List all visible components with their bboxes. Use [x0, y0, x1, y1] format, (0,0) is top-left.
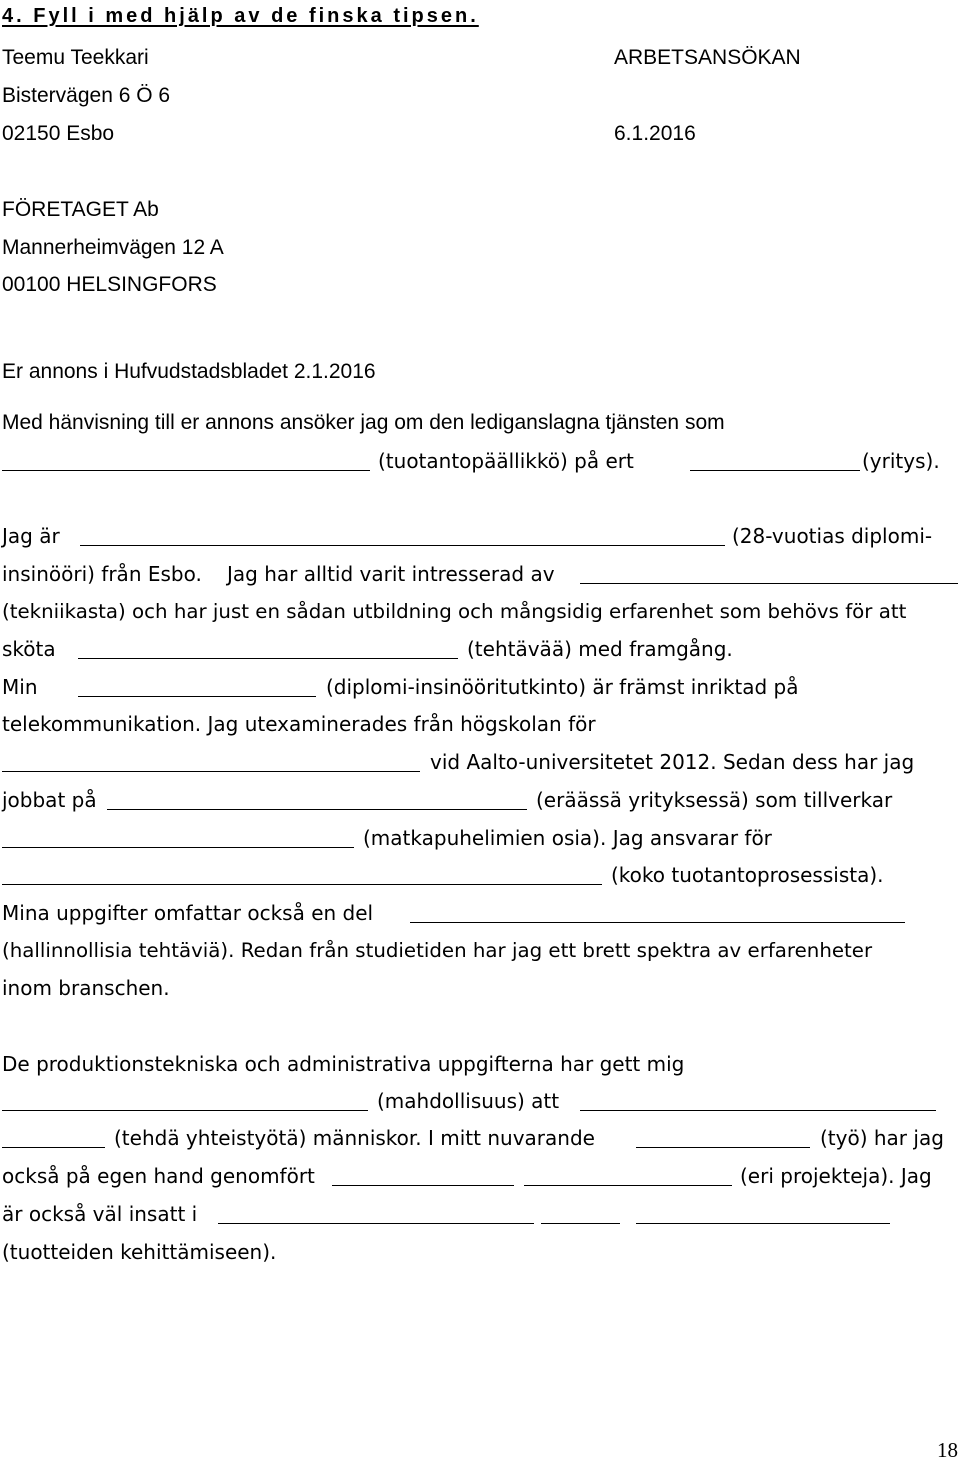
- fill-in-blank[interactable]: [580, 583, 958, 584]
- para2-line-3a: (tehdä yhteistyötä) människor. I mitt nuvarande: [114, 1126, 595, 1150]
- body-line-11: (matkapuhelimien osia). Jag ansvarar för: [363, 826, 772, 850]
- sender-city: 02150 Esbo: [2, 122, 115, 145]
- reference-line: Er annons i Hufvudstadsbladet 2.1.2016: [2, 360, 376, 383]
- fill-in-blank[interactable]: [218, 1223, 534, 1224]
- body-line-5: (tekniikasta) och har just en sådan utbildning och mångsidig erfarenhet som behövs för att: [2, 600, 907, 623]
- body-line-6b: (tehtävää) med framgång.: [467, 637, 733, 661]
- fill-in-blank[interactable]: [2, 470, 370, 471]
- fill-in-blank[interactable]: [636, 1147, 810, 1148]
- body-line-2b: (yritys).: [862, 449, 940, 473]
- body-line-15: inom branschen.: [2, 976, 170, 1000]
- para2-line-1: De produktionstekniska och administrativa uppgifterna har gett mig: [2, 1052, 685, 1076]
- body-line-2a: (tuotantopäällikkö) på ert: [378, 449, 634, 473]
- fill-in-blank[interactable]: [80, 545, 725, 546]
- body-line-8: telekommunikation. Jag utexaminerades från högskolan för: [2, 712, 596, 736]
- letter-date: 6.1.2016: [614, 122, 696, 145]
- fill-in-blank[interactable]: [2, 1110, 368, 1111]
- fill-in-blank[interactable]: [2, 1147, 105, 1148]
- exercise-heading: 4. Fyll i med hjälp av de finska tipsen.: [2, 5, 479, 27]
- fill-in-blank[interactable]: [524, 1185, 732, 1186]
- body-line-3b: (28-vuotias diplomi-: [732, 524, 933, 548]
- para2-line-5: är också väl insatt i: [2, 1202, 198, 1226]
- body-line-13: Mina uppgifter omfattar också en del: [2, 901, 374, 925]
- fill-in-blank[interactable]: [332, 1185, 514, 1186]
- fill-in-blank[interactable]: [580, 1110, 936, 1111]
- fill-in-blank[interactable]: [2, 771, 420, 772]
- fill-in-blank[interactable]: [2, 884, 602, 885]
- document-type: ARBETSANSÖKAN: [614, 46, 801, 69]
- para2-line-6: (tuotteiden kehittämiseen).: [2, 1240, 277, 1264]
- body-line-7a: Min: [2, 675, 38, 699]
- fill-in-blank[interactable]: [541, 1223, 620, 1224]
- fill-in-blank[interactable]: [78, 658, 458, 659]
- body-line-14: (hallinnollisia tehtäviä). Redan från studietiden har jag ett brett spektra av erfarenheter: [2, 939, 873, 962]
- body-line-9: vid Aalto-universitetet 2012. Sedan dess har jag: [430, 750, 915, 774]
- body-line-6a: sköta: [2, 637, 56, 661]
- sender-street: Bistervägen 6 Ö 6: [2, 84, 171, 107]
- fill-in-blank[interactable]: [410, 922, 905, 923]
- body-line-4b: Jag har alltid varit intresserad av: [227, 562, 555, 586]
- para2-line-4b: (eri projekteja). Jag: [740, 1164, 932, 1188]
- body-line-1: Med hänvisning till er annons ansöker jag om den lediganslagna tjänsten som: [2, 411, 725, 434]
- body-line-3a: Jag är: [2, 524, 60, 548]
- para2-line-4a: också på egen hand genomfört: [2, 1164, 315, 1188]
- fill-in-blank[interactable]: [2, 847, 354, 848]
- body-line-10b: (eräässä yrityksessä) som tillverkar: [536, 788, 893, 812]
- body-line-4a: insinööri) från Esbo.: [2, 562, 202, 586]
- body-line-12: (koko tuotantoprosessista).: [611, 863, 884, 887]
- para2-line-3b: (työ) har jag: [820, 1126, 944, 1150]
- fill-in-blank[interactable]: [78, 696, 316, 697]
- sender-name: Teemu Teekkari: [2, 46, 149, 69]
- recipient-company: FÖRETAGET Ab: [2, 198, 159, 221]
- fill-in-blank[interactable]: [636, 1223, 890, 1224]
- fill-in-blank[interactable]: [690, 470, 860, 471]
- body-line-7b: (diplomi-insinööritutkinto) är främst inriktad på: [326, 675, 799, 699]
- fill-in-blank[interactable]: [107, 809, 527, 810]
- body-line-10a: jobbat på: [2, 788, 97, 812]
- recipient-street: Mannerheimvägen 12 A: [2, 236, 224, 259]
- page-number: 18: [937, 1438, 958, 1462]
- para2-line-2: (mahdollisuus) att: [377, 1089, 560, 1113]
- recipient-city: 00100 HELSINGFORS: [2, 273, 217, 296]
